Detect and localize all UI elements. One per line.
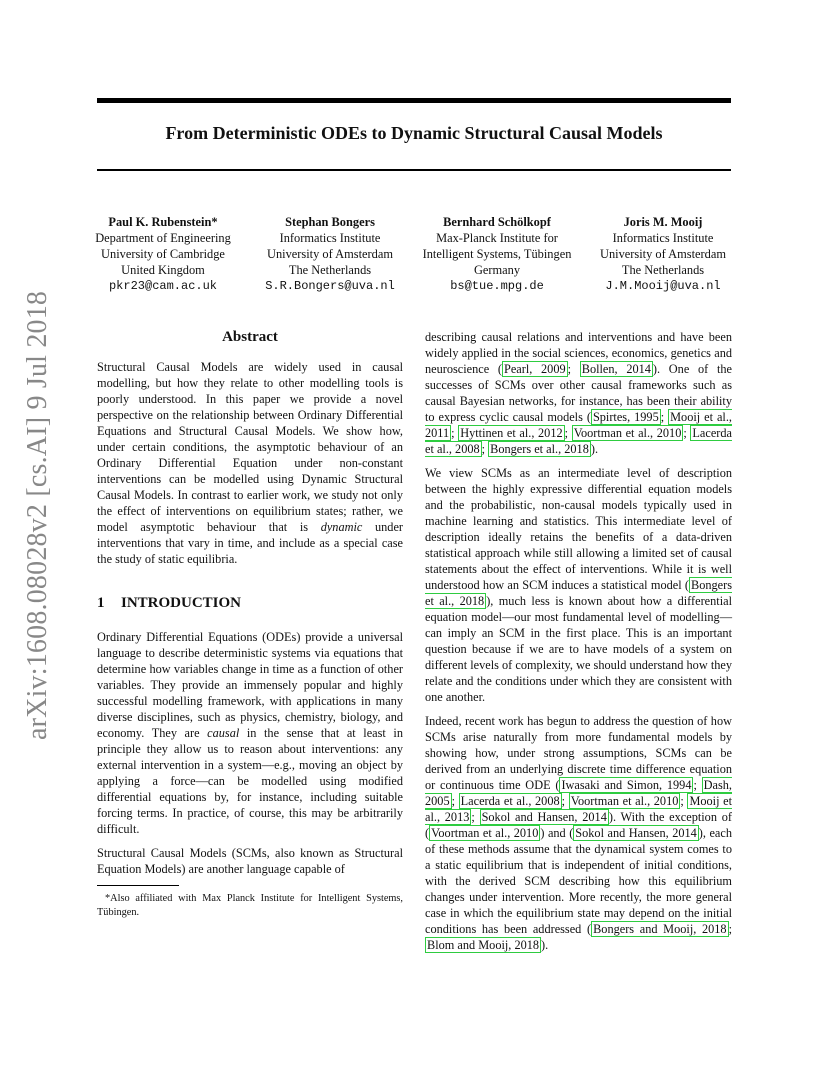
author-name: Stephan Bongers: [285, 215, 375, 229]
author-3: [419, 214, 575, 294]
author-affiliation: University of Amsterdam: [267, 247, 393, 261]
author-affiliation: Department of Engineering: [95, 231, 231, 245]
intro-paragraph-1: Ordinary Differential Equations (ODEs) provide a universal language to describe deterministic systems via equations that determine how variables change in time as a function of other variables. They provide an immensely popular and highly successful modelling framework, with applications in many diverse disciplines, such as physics, chemistry, biology, and economy. They are causal in the sense that at least in principle they allow us to reason about interventions: any external intervention in a system—e.g., moving an object by applying a force—can be modelled using modified differential equations by, for instance, including suitable forcing terms. In practice, of course, this may be arbitrarily difficult.: [97, 630, 403, 836]
author-name: Paul K. Rubenstein*: [108, 215, 218, 229]
author-name: Bernhard Schölkopf: [443, 215, 551, 229]
author-affiliation: Informatics Institute: [279, 231, 381, 245]
author-affiliation: Informatics Institute: [612, 231, 714, 245]
right-paragraph-2: We view SCMs as an intermediate level of description between the highly expressive differential equation models and the probabilistic, non-causal models typically used in machine learning and statistics. This intermediate level of description ideally retains the benefits of a data-driven statistical approach while still allowing a limited set of causal statements about the effect of interventions. While it is well understood how an SCM induces a statistical model ( Bongers et al., 2018 ), much less is known about how a differential equation model—our most fundamental level of modelling—can imply an SCM in the first place. This is an important question because if we are to have models of a system on different levels of complexity, we should understand how they relate and the conditions under which they are consistent with one another.: [425, 466, 732, 704]
right-paragraph-3: Indeed, recent work has begun to address the question of how SCMs arise naturally from more fundamental models by showing how, under strong assumptions, SCMs can be derived from an underlying discrete time difference equation or continuous time ODE ( Iwasaki and Simon, 1994 ; Dash, 2005 ; Lacerda et al., 2008 ; Voortman et al., 2010 ; Mooij et al., 2013 ; Sokol and Hansen, 2014 ). With the exception of ( Voortman et al., 2010 ) and ( Sokol and Hansen, 2014 ), each of these methods assume that the dynamical system comes to a static equilibrium that is independent of initial conditions, with the derived SCM describing how this equilibrium changes under intervention. More recently, the more general case in which the equilibrium state may depend on the initial conditions has been addressed ( Bongers and Mooij, 2018 ; Blom and Mooij, 2018 ).: [425, 714, 733, 952]
citation-link[interactable]: Iwasaki and Simon, 1994: [561, 778, 692, 792]
author-name: Joris M. Mooij: [623, 215, 703, 229]
citation-link[interactable]: Bongers et al., 2018: [425, 578, 732, 608]
citation-link[interactable]: Pearl, 2009: [503, 362, 566, 376]
citation-link[interactable]: Blom and Mooij, 2018: [427, 938, 540, 952]
citation-link[interactable]: Mooij et al., 2013: [425, 794, 733, 824]
section-heading: [97, 595, 403, 611]
author-email[interactable]: S.R.Bongers@uva.nl: [265, 279, 395, 293]
title-rule-top: [97, 98, 731, 103]
citation-link[interactable]: Lacerda et al., 2008: [425, 426, 733, 456]
left-column: [97, 329, 403, 920]
paper-title: From Deterministic ODEs to Dynamic Structural Causal Models: [165, 123, 663, 143]
author-email[interactable]: J.M.Mooij@uva.nl: [605, 279, 721, 293]
citation-link[interactable]: Voortman et al., 2010: [570, 794, 679, 808]
author-affiliation: Intelligent Systems, Tübingen: [422, 247, 572, 261]
author-affiliation: United Kingdom: [121, 263, 205, 277]
author-2: [255, 214, 405, 294]
author-affiliation: Max-Planck Institute for: [436, 231, 558, 245]
abstract-heading: Abstract: [222, 329, 278, 345]
citation-link[interactable]: Lacerda et al., 2008: [460, 794, 560, 808]
footnote-rule: [97, 885, 179, 886]
citation-link[interactable]: Dash, 2005: [425, 778, 732, 808]
author-affiliation: University of Cambridge: [101, 247, 225, 261]
citation-link[interactable]: Sokol and Hansen, 2014: [481, 810, 607, 824]
citation-link[interactable]: Sokol and Hansen, 2014: [575, 826, 697, 840]
citation-link[interactable]: Bongers and Mooij, 2018: [593, 922, 727, 936]
citation-link[interactable]: Voortman et al., 2010: [431, 826, 539, 840]
author-affiliation: Germany: [473, 263, 521, 277]
author-affiliation: University of Amsterdam: [600, 247, 726, 261]
author-email[interactable]: pkr23@cam.ac.uk: [108, 279, 218, 293]
right-paragraph-1: describing causal relations and interventions and have been widely applied in the social sciences, economics, genetics and neuroscience ( Pearl, 2009 ; Bollen, 2014 ). One of the successes of SCMs over other causal frameworks such as causal Bayesian networks, for instance, has been their ability to express cyclic causal models ( Spirtes, 1995 ; Mooij et al., 2011 ; Hyttinen et al., 2012 ; Voortman et al., 2010 ; Lacerda et al., 2008 ; Bongers et al., 2018 ).: [425, 330, 733, 456]
citation-link[interactable]: Mooij et al., 2011: [425, 410, 732, 440]
author-4: [588, 214, 738, 294]
citation-link[interactable]: Voortman et al., 2010: [573, 426, 682, 440]
arxiv-stamp: arXiv:1608.08028v2 [cs.AI] 9 Jul 2018: [22, 290, 53, 740]
author-affiliation: The Netherlands: [621, 263, 705, 277]
intro-paragraph-2: Structural Causal Models (SCMs, also known as Structural Equation Models) are another language capable of: [97, 846, 403, 876]
citation-link[interactable]: Spirtes, 1995: [592, 410, 659, 424]
author-email[interactable]: bs@tue.mpg.de: [450, 279, 544, 293]
author-1: [88, 214, 238, 294]
section-number: 1: [97, 595, 105, 611]
author-affiliation: The Netherlands: [288, 263, 372, 277]
citation-link[interactable]: Hyttinen et al., 2012: [460, 426, 563, 440]
citation-link[interactable]: Bollen, 2014: [581, 362, 651, 376]
citation-link[interactable]: Bongers et al., 2018: [490, 442, 589, 456]
right-column: [425, 329, 732, 961]
title-rule-bottom: [97, 169, 731, 171]
author-block: [88, 214, 748, 304]
footnote: *Also affiliated with Max Planck Institute for Intelligent Systems, Tübingen.: [97, 893, 403, 918]
abstract-text: Structural Causal Models are widely used in causal modelling, but how they relate to other modelling tools is poorly understood. In this paper we provide a novel perspective on the relationship between Ordinary Differential Equations and Structural Causal Models. We show how, under certain conditions, the asymptotic behaviour of an Ordinary Differential Equation under non-constant interventions can be modelled using Dynamic Structural Causal Models. In contrast to earlier work, we study not only the effect of interventions on equilibrium states; rather, we model asymptotic behaviour that is dynamic under interventions that vary in time, and include as a special case the study of static equilibria.: [97, 360, 403, 566]
section-title: INTRODUCTION: [121, 595, 242, 611]
